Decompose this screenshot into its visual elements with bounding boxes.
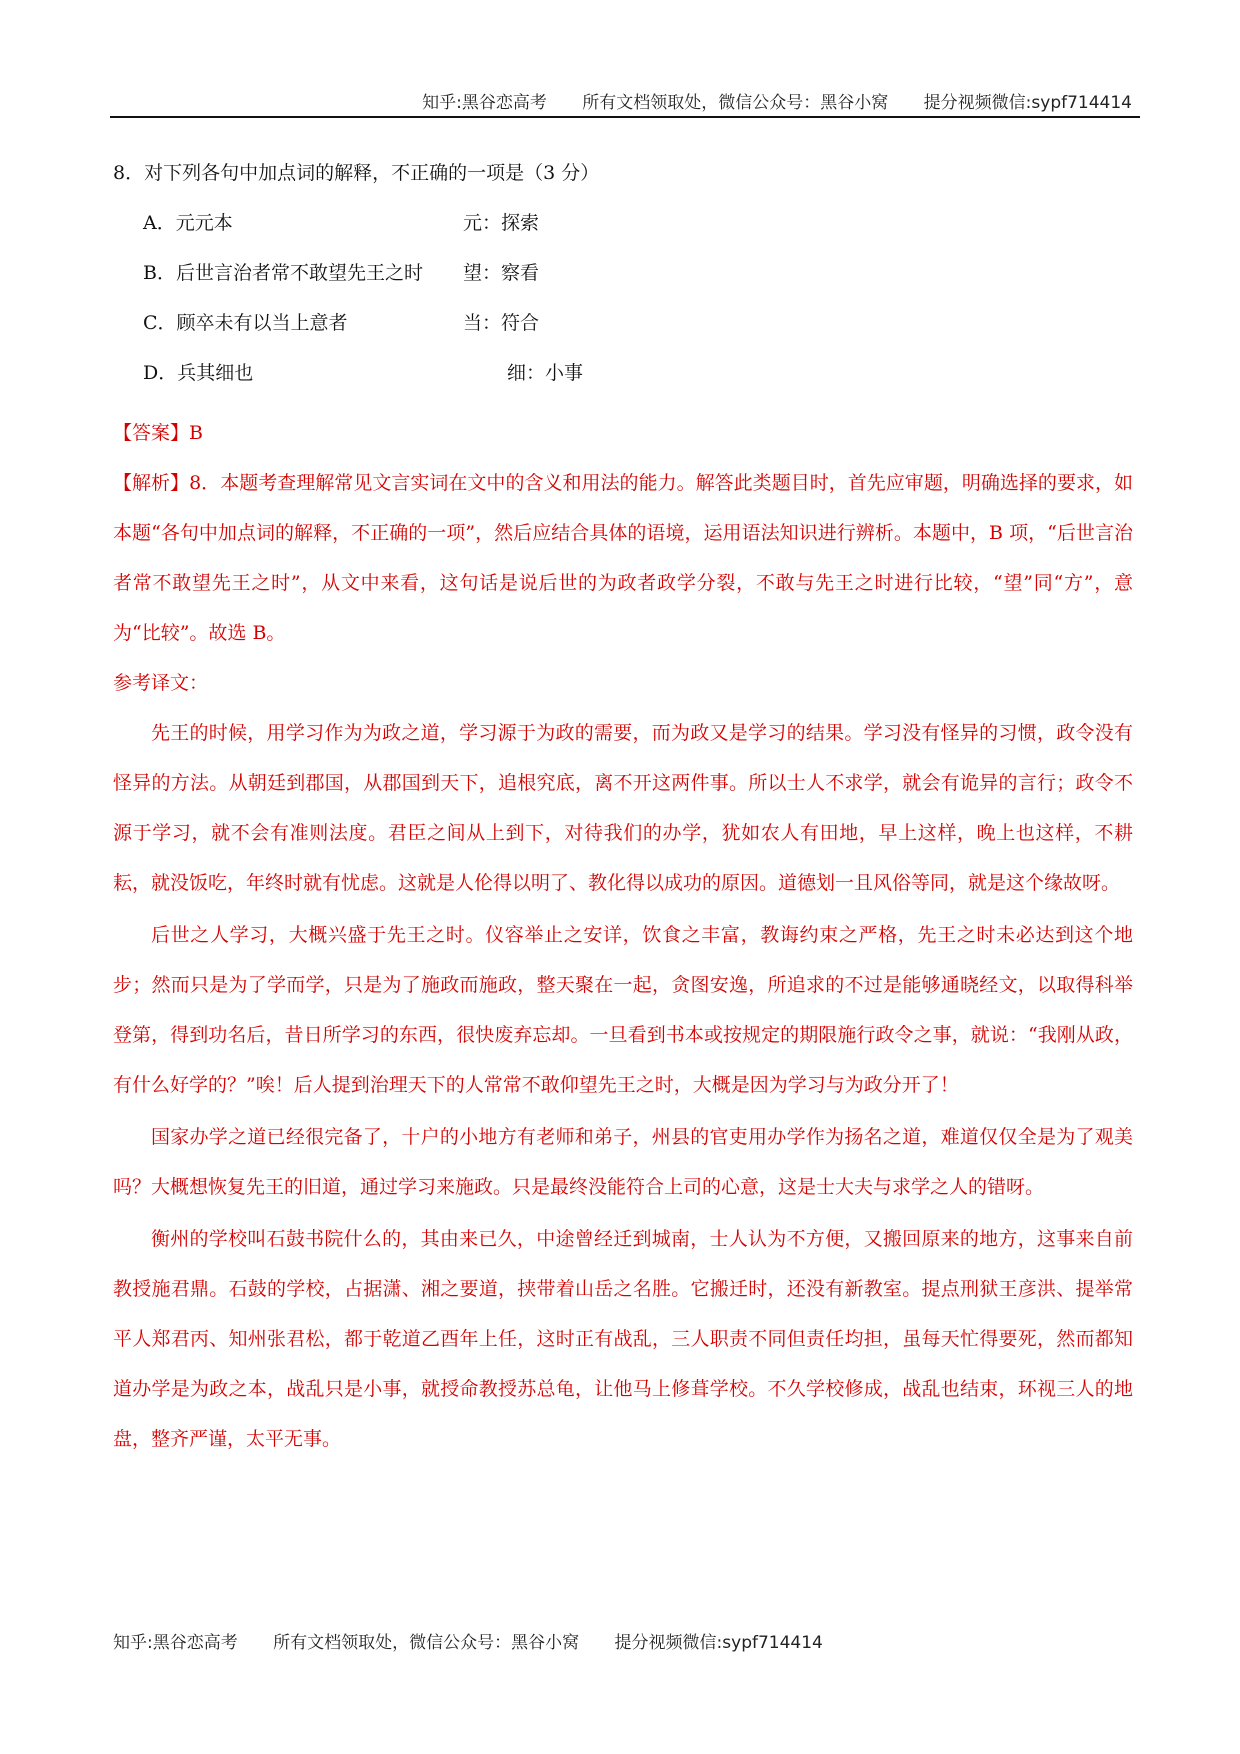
question-stem: 8．对下列各句中加点词的解释，不正确的一项是（3 分） [113, 162, 600, 184]
translation-label: 参考译文： [113, 672, 209, 694]
header-wechat-public: 所有文档领取处，微信公众号：黑谷小窝 [582, 93, 889, 113]
option-a-sentence: A．元元本 [143, 212, 233, 234]
option-c [113, 308, 1133, 358]
analysis-label: 【解析】 [113, 472, 190, 494]
analysis-text: 8．本题考查理解常见文言实词在文中的含义和用法的能力。解答此类题目时，首先应审题，明确选择的要求，如本题“各句中加点词的解释，不正确的一项”，然后应结合具体的语境，运用语法知识进行辨析。本题中，B 项，“后世言治者常不敢望先王之时”，从文中来看，这句话是说后世的为政者政学分裂，不敢与先王之时进行比较，“望”同“方”，意为“比较”。故选 B。 [113, 472, 1133, 644]
option-d-sentence: D．兵其细也 [143, 362, 254, 384]
answer-value: B [189, 422, 203, 444]
document-body [113, 158, 1133, 1464]
answer-line [113, 408, 1133, 458]
translation-paragraph-1: 先王的时候，用学习作为为政之道，学习源于为政的需要，而为政又是学习的结果。学习没有怪异的习惯，政令没有怪异的方法。从朝廷到郡国，从郡国到天下，追根究底，离不开这两件事。所以士人不求学，就会有诡异的言行；政令不源于学习，就不会有准则法度。君臣之间从上到下，对待我们的办学，犹如农人有田地，早上这样，晚上也这样，不耕耘，就没饭吃，年终时就有忧虑。这就是人伦得以明了、教化得以成功的原因。道德划一且风俗等同，就是这个缘故呀。 [113, 722, 1133, 894]
option-c-explanation: 当：符合 [463, 312, 540, 334]
option-d [113, 358, 1133, 408]
answer-label: 【答案】 [113, 422, 190, 444]
page-footer [113, 1628, 853, 1653]
translation-paragraph-2: 后世之人学习，大概兴盛于先王之时。仪容举止之安详，饮食之丰富，教诲约束之严格，先王之时未必达到这个地步；然而只是为了学而学，只是为了施政而施政，整天聚在一起，贪图安逸，所追求的不过是能够通晓经文，以取得科举登第，得到功名后，昔日所学习的东西，很快废弃忘却。一旦看到书本或按规定的期限施行政令之事，就说：“我刚从政，有什么好学的？”唉！后人提到治理天下的人常常不敢仰望先王之时，大概是因为学习与为政分开了！ [113, 924, 1133, 1096]
option-b-sentence: B．后世言治者常不敢望先王之时 [143, 262, 423, 284]
page-header [110, 86, 1140, 118]
answer-section [113, 408, 1133, 1464]
analysis-paragraph [113, 458, 1133, 658]
option-b [113, 258, 1133, 308]
footer-video-wechat: 提分视频微信:sypf714414 [614, 1633, 823, 1653]
option-d-explanation: 细：小事 [507, 362, 584, 384]
translation-paragraph-3: 国家办学之道已经很完备了，十户的小地方有老师和弟子，州县的官吏用办学作为扬名之道，难道仅仅全是为了观美吗？大概想恢复先王的旧道，通过学习来施政。只是最终没能符合上司的心意，这是士大夫与求学之人的错呀。 [113, 1126, 1133, 1198]
option-a-explanation: 元：探索 [463, 212, 540, 234]
translation-paragraph-4: 衡州的学校叫石鼓书院什么的，其由来已久，中途曾经迁到城南，士人认为不方便，又搬回原来的地方，这事来自前教授施君鼎。石鼓的学校，占据潇、湘之要道，挟带着山岳之名胜。它搬迁时，还没有新教室。提点刑狱王彦洪、提举常平人郑君丙、知州张君松，都于乾道乙酉年上任，这时正有战乱，三人职责不同但责任均担，虽每天忙得要死，然而都知道办学是为政之本，战乱只是小事，就授命教授苏总龟，让他马上修葺学校。不久学校修成，战乱也结束，环视三人的地盘，整齐严谨，太平无事。 [113, 1228, 1133, 1450]
option-a [113, 208, 1133, 258]
option-b-explanation: 望：察看 [463, 262, 540, 284]
header-text [392, 88, 1132, 113]
header-zhihu: 知乎:黑谷恋高考 [422, 93, 547, 113]
footer-wechat-public: 所有文档领取处，微信公众号：黑谷小窝 [273, 1633, 580, 1653]
footer-zhihu: 知乎:黑谷恋高考 [113, 1633, 238, 1653]
option-c-sentence: C．顾卒未有以当上意者 [143, 312, 348, 334]
header-video-wechat: 提分视频微信:sypf714414 [923, 93, 1132, 113]
